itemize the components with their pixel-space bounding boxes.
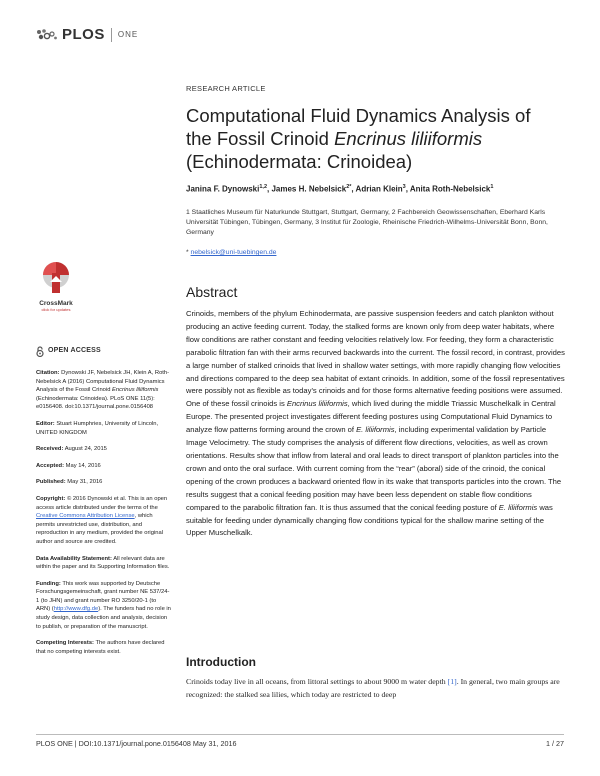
- footer-divider: [36, 734, 564, 735]
- competing-interests-text: The authors have declared that no competing interests exist.: [36, 640, 165, 655]
- open-lock-icon: [36, 346, 44, 357]
- editor-label: Editor:: [36, 420, 55, 427]
- corresponding-marker: *: [186, 249, 191, 256]
- author-name: Anita Roth-Nebelsick: [409, 184, 491, 194]
- published-block: [36, 478, 171, 487]
- title-line-2-prefix: the Fossil Crinoid: [186, 128, 335, 149]
- abstract-species: Encrinus liliiformis: [286, 399, 348, 409]
- author-affiliation-marker: 1,2: [259, 184, 268, 190]
- logo-name: PLOS: [62, 26, 105, 43]
- copyright-label: Copyright:: [36, 495, 66, 502]
- abstract-species: E. liliiformis: [356, 425, 395, 435]
- funding-label: Funding:: [36, 580, 61, 587]
- editor-text: Stuart Humphries, University of Lincoln, UNITED KINGDOM: [36, 420, 159, 436]
- accepted-block: [36, 462, 171, 471]
- abstract-text: , which lived during the middle Triassic Muschelkalk in Central Europe. The presented project investigates different feeding postures using Computational Fluid Dynamics to analyze flow patterns forming around the crown of: [186, 399, 556, 435]
- abstract-text: , including experimental validation by Particle Image Velocimetry. The study comprises the analysis of different flow directions, velocities, as well as crown orientations. Results show that inflow from lateral and oral leads to direct transport of plankton particles into the crown and onto the oral surface. With current coming from the “rear” (aboral) side of the crinoid, the conical opening of the crown produces a backward oriented flow in its wake that transports particles into the crown. The results suggest that a conical feeding position may have been less dependent on stable flow conditions compared to the parabolic filtration fan. It is thus assumed that the conical feeding posture of: [186, 425, 562, 512]
- logo-divider: [111, 28, 112, 42]
- citation-rest: (Echinodermata: Crinoidea). PLoS ONE 11(5): e0156408. doi:10.1371/journal.pone.0156408: [36, 395, 155, 411]
- data-availability-label: Data Availability Statement:: [36, 555, 112, 562]
- funding-text: This work was supported by Deutsche Forschungsgemeinschaft, grant number NE 537/24-1 (to JHN) and grant number RO 3250/20-1 (to ARN) (: [36, 580, 170, 613]
- competing-interests-label: Competing Interests:: [36, 640, 94, 647]
- author-name: Janina F. Dynowski: [186, 184, 260, 194]
- funding-block: [36, 580, 171, 632]
- plos-dots-icon: [36, 28, 58, 42]
- abstract-body: [186, 308, 566, 540]
- funding-text-end: ). The funders had no role in study design, data collection and analysis, decision to publish, or preparation of the manuscript.: [36, 606, 171, 630]
- author-affiliation-marker: 2*: [346, 184, 352, 190]
- logo-suffix: ONE: [117, 30, 139, 39]
- title-species: Encrinus liliiformis: [334, 128, 483, 149]
- crossmark-icon: [41, 260, 71, 294]
- introduction-text: Crinoids today live in all oceans, from littoral settings to about 9000 m water depth: [186, 677, 448, 686]
- published-label: Published:: [36, 479, 66, 486]
- affiliations: 1 Staatliches Museum für Naturkunde Stuttgart, Stuttgart, Germany, 2 Fachbereich Geowissenschaften, Eberhard Karls Universität Tübingen, Tübingen, Germany, 3 Institut für Zoologie, Rheinische Friedrich-Wilhelms-Universität Bonn, Bonn, Germany: [186, 209, 548, 236]
- author-name: James H. Nebelsick: [271, 184, 347, 194]
- author-list: Janina F. Dynowski$^{1,2}$, James H. Nebelsick$^{2*}$, Adrian Klein$^3$, Anita Roth-Nebelsick$^1$: [186, 184, 494, 194]
- license-link[interactable]: Creative Commons Attribution License: [36, 513, 135, 520]
- title-line-3: (Echinodermata: Crinoidea): [186, 151, 413, 172]
- citation-label: Citation:: [36, 370, 60, 376]
- introduction-heading: Introduction: [186, 655, 256, 669]
- reference-link[interactable]: [1]: [447, 677, 457, 686]
- open-access-label: OPEN ACCESS: [48, 347, 101, 355]
- title-line-1: Computational Fluid Dynamics Analysis of: [186, 105, 531, 126]
- copyright-block: [36, 495, 171, 547]
- introduction-text: . In general, two main groups are recognized: the stalked sea lilies, which today are restricted to deep: [186, 677, 560, 699]
- published-date: May 31, 2016: [67, 479, 103, 486]
- author-affiliation-marker: 1: [490, 184, 494, 190]
- editor-block: [36, 420, 171, 437]
- abstract-text: Crinoids, members of the phylum Echinodermata, are passive suspension feeders and catch plankton without producing an active feeding current. Today, the stalked forms are known only from deep water habitats, where flow conditions are rather constant and feeding velocities relatively low. For feeding, they form a characteristic parabolic filtration fan with their arms recurved backwards into the current. The fossil record, in contrast, provides a large number of stalked crinoids that lived in shallow water settings, with more rapidly changing flow velocities and directions compared to the deep sea habitat of extant crinoids. In addition, some of the fossil representatives were possibly not as flexible as today’s crinoids and for those forms alternative feeding positions were assumed. One of these fossil crinoids is: [186, 309, 565, 409]
- footer-journal-info: PLOS ONE | DOI:10.1371/journal.pone.0156408 May 31, 2016: [36, 739, 237, 748]
- introduction-body: [186, 676, 566, 702]
- abstract-species: E. liliiformis: [498, 502, 538, 512]
- data-availability-text: All relevant data are within the paper and its Supporting Information files.: [36, 555, 170, 571]
- citation-species: Encrinus liliiformis: [112, 387, 159, 394]
- article-sidebar: [36, 346, 171, 664]
- crossmark-label: CrossMark: [39, 300, 73, 307]
- citation-text: Dynowski JF, Nebelsick JH, Klein A, Roth-Nebelsick A (2016) Computational Fluid Dynamics Analysis of the Fossil Crinoid: [36, 370, 170, 394]
- abstract-text: was suitable for feeding under dynamically changing flow conditions typical for the shallow marine setting of the Upper Muschelkalk.: [186, 502, 553, 538]
- author-name: Adrian Klein: [355, 184, 403, 194]
- copyright-text-end: , which permits unrestricted use, distribution, and reproduction in any medium, provided the original author and source are credited.: [36, 513, 163, 545]
- author-affiliation-marker: 3: [402, 184, 406, 190]
- received-block: [36, 445, 171, 454]
- copyright-text: © 2016 Dynowski et al. This is an open access article distributed under the terms of the: [36, 495, 168, 511]
- plos-one-logo: [36, 26, 138, 43]
- corresponding-email: [186, 249, 276, 256]
- crossmark-sublabel: click for updates: [41, 307, 71, 312]
- article-title: [186, 104, 566, 173]
- abstract-heading: Abstract: [186, 284, 238, 300]
- accepted-date: May 14, 2016: [65, 462, 101, 469]
- funding-link[interactable]: http://www.dfg.de: [53, 606, 99, 613]
- open-access-badge: [36, 346, 171, 357]
- page-number: 1 / 27: [546, 739, 564, 748]
- data-availability-block: [36, 555, 171, 572]
- citation-block: [36, 369, 171, 412]
- competing-interests-block: [36, 639, 171, 656]
- crossmark-badge[interactable]: [36, 260, 76, 312]
- received-date: August 24, 2015: [64, 446, 107, 453]
- received-label: Received:: [36, 446, 64, 453]
- article-type: RESEARCH ARTICLE: [186, 84, 266, 93]
- email-link[interactable]: nebelsick@uni-tuebingen.de: [190, 249, 277, 256]
- accepted-label: Accepted:: [36, 462, 65, 469]
